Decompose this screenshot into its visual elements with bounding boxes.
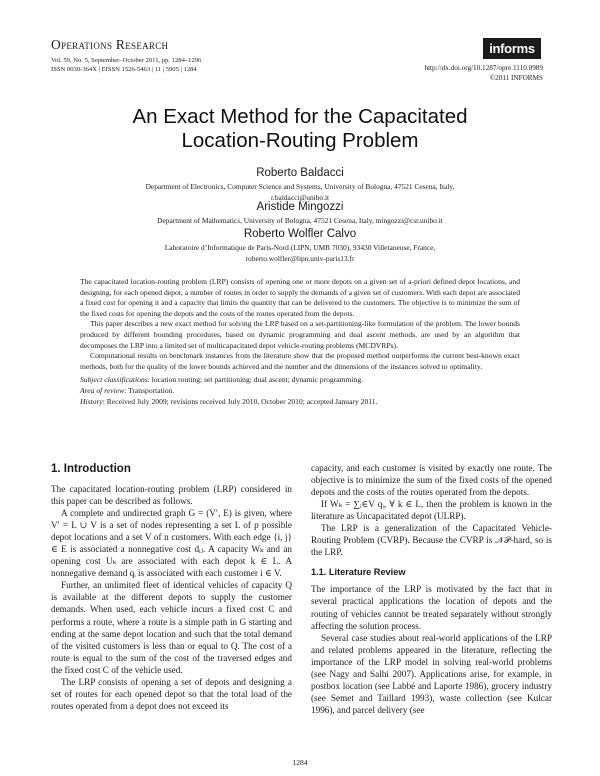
history <box>80 397 520 408</box>
subject-classifications <box>80 375 520 386</box>
author-affiliation <box>50 182 550 203</box>
title-line: An Exact Method for the Capacitated <box>132 105 468 128</box>
paper-title <box>50 105 550 153</box>
abstract-paragraph: The capacitated location-routing problem (LRP) consists of opening one or more depots on a given set of a-priori defined depot locations, and designing, for each opened depot, a number of routes in order to supply the demands of a given set of customers. With each depot are associated a fixed cost for opening it and a capacity that limits the quantity that can be delivered to the customers. The objective is to minimize the sum of the fixed costs for opening the depots and the costs of the routes operated from the depots. <box>80 277 520 318</box>
journal-name: Operations Research <box>51 37 169 52</box>
author-email[interactable]: roberto.wolfler@lipn.univ-paris13.fr <box>245 253 355 263</box>
affiliation-line: Laboratoire d’Informatique de Paris-Nord (LIPN, UMR 7030), 93430 Villetaneuse, France, <box>164 243 436 252</box>
subject-value: : location routing; set partitioning; dual ascent; dynamic programming. <box>147 375 364 385</box>
subject-label: Subject classifications <box>80 375 148 385</box>
history-value: : Received July 2009; revisions received July 2010, October 2010; accepted January 2011. <box>102 396 378 406</box>
area-label: Area of review <box>80 385 125 395</box>
body-paragraph: A complete and undirected graph G = (V′, E) is given, where V′ = L ∪ V is a set of nodes representing a set L of p possible depot locations and a set V of n customers. With each edge {i, j} ∈ E is associated a nonnegative cost dᵢⱼ. A capacity Wₖ and an opening cost Uₖ are associated with each depot k ∈ L. A nonnegative demand qᵢ is associated with each customer i ∈ V. <box>51 508 292 579</box>
affiliation-line: Department of Electronics, Computer Science and Systems, University of Bologna, 47521 Cesena, Italy, <box>145 182 455 191</box>
author-name: Aristide Mingozzi <box>256 201 344 213</box>
subsection-heading: 1.1. Literature Review <box>311 567 406 578</box>
body-paragraph: The capacitated location-routing problem (LRP) considered in this paper can be described as follows. <box>51 484 292 507</box>
body-paragraph: If Wₖ = ∑ᵢ∈V qᵢ, ∀ k ∈ L, then the problem is known in the literature as Uncapacitated depot (ULRP). <box>311 499 552 522</box>
abstract-paragraph: Computational results on benchmark instances from the literature show that the proposed method outperforms the current best-known exact methods, both for the quality of the lower bounds achieved and the number and the dimensions of the instances solved to optimality. <box>80 351 520 371</box>
author-name: Roberto Wolfler Calvo <box>243 228 357 240</box>
history-label: History <box>80 396 103 406</box>
area-of-review <box>80 386 520 397</box>
page-number: 1284 <box>292 758 308 767</box>
author-affiliation <box>50 216 550 227</box>
section-heading: 1. Introduction <box>51 463 131 475</box>
author-name: Roberto Baldacci <box>256 167 344 179</box>
affiliation-line: Department of Mathematics, University of Bologna, 47521 Cesena, Italy, mingozzi@csr.unibo.it <box>157 216 443 225</box>
body-paragraph: Further, an unlimited fleet of identical vehicles of capacity Q is available at the different depots to supply the customer demands. When used, each vehicle incurs a fixed cost C and performs a route, where a route is a simple path in G starting and ending at the same depot location and such that the total demand of the visited customers is less than or equal to Q. The cost of a route is equal to the sum of the cost of the traversed edges and the fixed cost C of the vehicle used. <box>51 580 292 675</box>
area-value: : Transportation. <box>124 385 175 395</box>
copyright: ©2011 INFORMS <box>489 74 543 82</box>
author-email[interactable]: r.baldacci@unibo.it <box>270 192 330 202</box>
body-paragraph: capacity, and each customer is visited by exactly one route. The objective is to minimize the sum of the fixed costs of the opened depots and the costs of the routes operated from the depots. <box>311 463 552 498</box>
issn-info: ISSN 0030-364X | EISSN 1526-5463 | 11 | 5905 | 1284 <box>51 66 197 73</box>
abstract <box>80 277 520 407</box>
body-paragraph: The LRP consists of opening a set of depots and designing a set of routes for each opened depot so that the total load of the routes operated from a depot does not exceed its <box>51 676 292 711</box>
author-affiliation <box>50 243 550 264</box>
body-paragraph: Several case studies about real-world applications of the LRP and related problems appeared in the literature, reflecting the importance of the LRP model in solving real-world problems (see Nagy and Salhi 2007). Applications arise, for example, in postbox location (see Labbé and Laporte 1986), grocery industry (see Semet and Taillard 1993), waste collection (see Kulcar 1996), and parcel delivery (see <box>311 632 552 715</box>
body-paragraph: The LRP is a generalization of the Capacitated Vehicle-Routing Problem (CVRP). Because the CVRP is 𝒩𝒫-hard, so is the LRP. <box>311 523 552 558</box>
right-column <box>311 462 552 716</box>
doi-link[interactable]: http://dx.doi.org/10.1287/opre.1110.0989 <box>424 64 543 72</box>
volume-info: Vol. 59, No. 5, September–October 2011, pp. 1284–1296 <box>51 57 202 64</box>
body-paragraph: The importance of the LRP is motivated by the fact that in several practical applications the location of depots and the routing of vehicles cannot be treated separately without strongly affecting the solution process. <box>311 584 552 631</box>
informs-logo: informs <box>483 38 541 59</box>
left-column <box>51 462 292 712</box>
abstract-paragraph: This paper describes a new exact method for solving the LRP based on a set-partitioning-like formulation of the problem. The lower bounds produced by different bounding procedures, based on dynamic programming and dual ascent methods, are used by an algorithm that decomposes the LRP into a limited set of multicapacitated depot vehicle-routing problems (MCDVRPs). <box>80 319 520 350</box>
title-line: Location-Routing Problem <box>181 129 419 152</box>
